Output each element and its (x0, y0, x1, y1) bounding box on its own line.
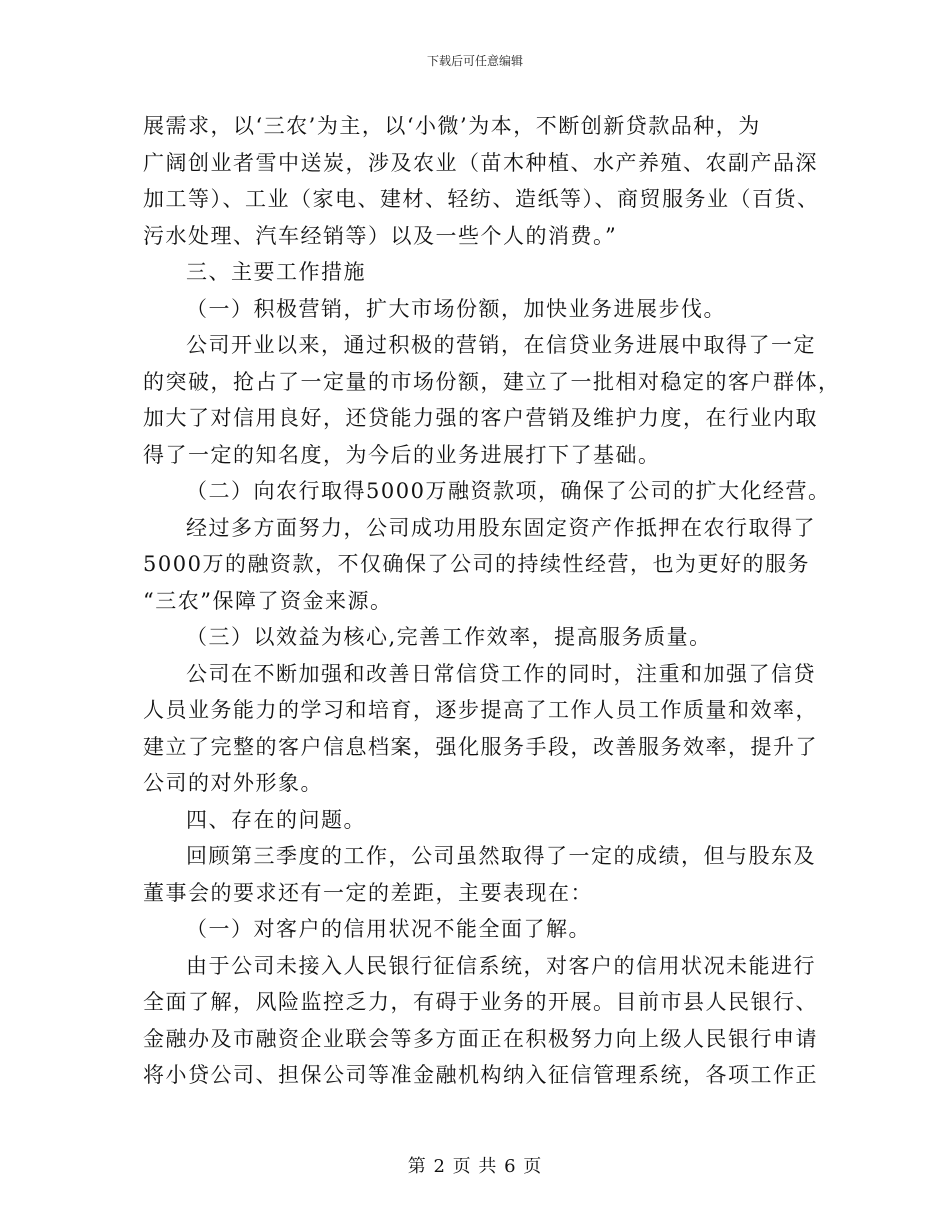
subsection-heading: （一）积极营销，扩大市场份额，加快业务进展步伐。 (186, 296, 726, 321)
body-line: 公司的对外形象。 (143, 771, 323, 795)
body-line: 回顾第三季度的工作，公司虽然取得了一定的成绩，但与股东及 (186, 844, 816, 868)
body-line: 展需求，以‘三农’为主，以‘小微’为本，不断创新贷款品种，为 (143, 114, 761, 138)
body-line: 全面了解，风险监控乏力，有碍于业务的开展。目前市县人民银行、 (143, 990, 818, 1014)
body-line: 加大了对信用良好，还贷能力强的客户营销及维护力度，在行业内取 (143, 406, 818, 430)
body-line: 将小贷公司、担保公司等准金融机构纳入征信管理系统，各项工作正 (143, 1063, 818, 1087)
subsection-heading: （三）以效益为核心,完善工作效率，提高服务质量。 (186, 625, 712, 649)
body-line: 5000万的融资款，不仅确保了公司的持续性经营，也为更好的服务 (143, 552, 810, 576)
body-line: 人员业务能力的学习和培育，逐步提高了工作人员工作质量和效率， (143, 698, 818, 722)
body-line: 金融办及市融资企业联会等多方面正在积极努力向上级人民银行申请 (143, 1026, 818, 1051)
body-line: 建立了完整的客户信息档案，强化服务手段，改善服务效率，提升了 (143, 734, 818, 759)
document-body (143, 108, 841, 1094)
subsection-heading: （二）向农行取得5000万融资款项，确保了公司的扩大化经营。 (186, 479, 831, 503)
page-footer: 第 2 页 共 6 页 (407, 1156, 543, 1177)
body-line: 污水处理、汽车经销等）以及一些个人的消费。” (143, 223, 618, 248)
body-line: “三农”保障了资金来源。 (143, 588, 393, 613)
subsection-heading: （一）对客户的信用状况不能全面了解。 (186, 917, 591, 941)
body-line: 加工等）、工业（家电、建材、轻纺、造纸等）、商贸服务业（百货、 (143, 187, 820, 211)
page-header: 下载后可任意编辑 (426, 54, 523, 68)
section-heading: 四、存在的问题。 (186, 807, 366, 832)
body-line: 广阔创业者雪中送炭，涉及农业（苗木种植、水产养殖、农副产品深 (143, 150, 818, 175)
body-line: 由于公司未接入人民银行征信系统，对客户的信用状况未能进行 (186, 953, 816, 978)
body-line: 的突破，抢占了一定量的市场份额，建立了一批相对稳定的客户群体， (143, 369, 841, 394)
section-heading: 三、主要工作措施 (186, 260, 366, 284)
body-line: 经过多方面努力，公司成功用股东固定资产作抵押在农行取得了 (186, 515, 816, 540)
body-line: 董事会的要求还有一定的差距，主要表现在： (143, 880, 593, 905)
body-line: 公司在不断加强和改善日常信贷工作的同时，注重和加强了信贷 (186, 661, 816, 686)
body-line: 得了一定的知名度，为今后的业务进展打下了基础。 (143, 442, 661, 467)
body-line: 公司开业以来，通过积极的营销，在信贷业务进展中取得了一定 (186, 333, 816, 357)
